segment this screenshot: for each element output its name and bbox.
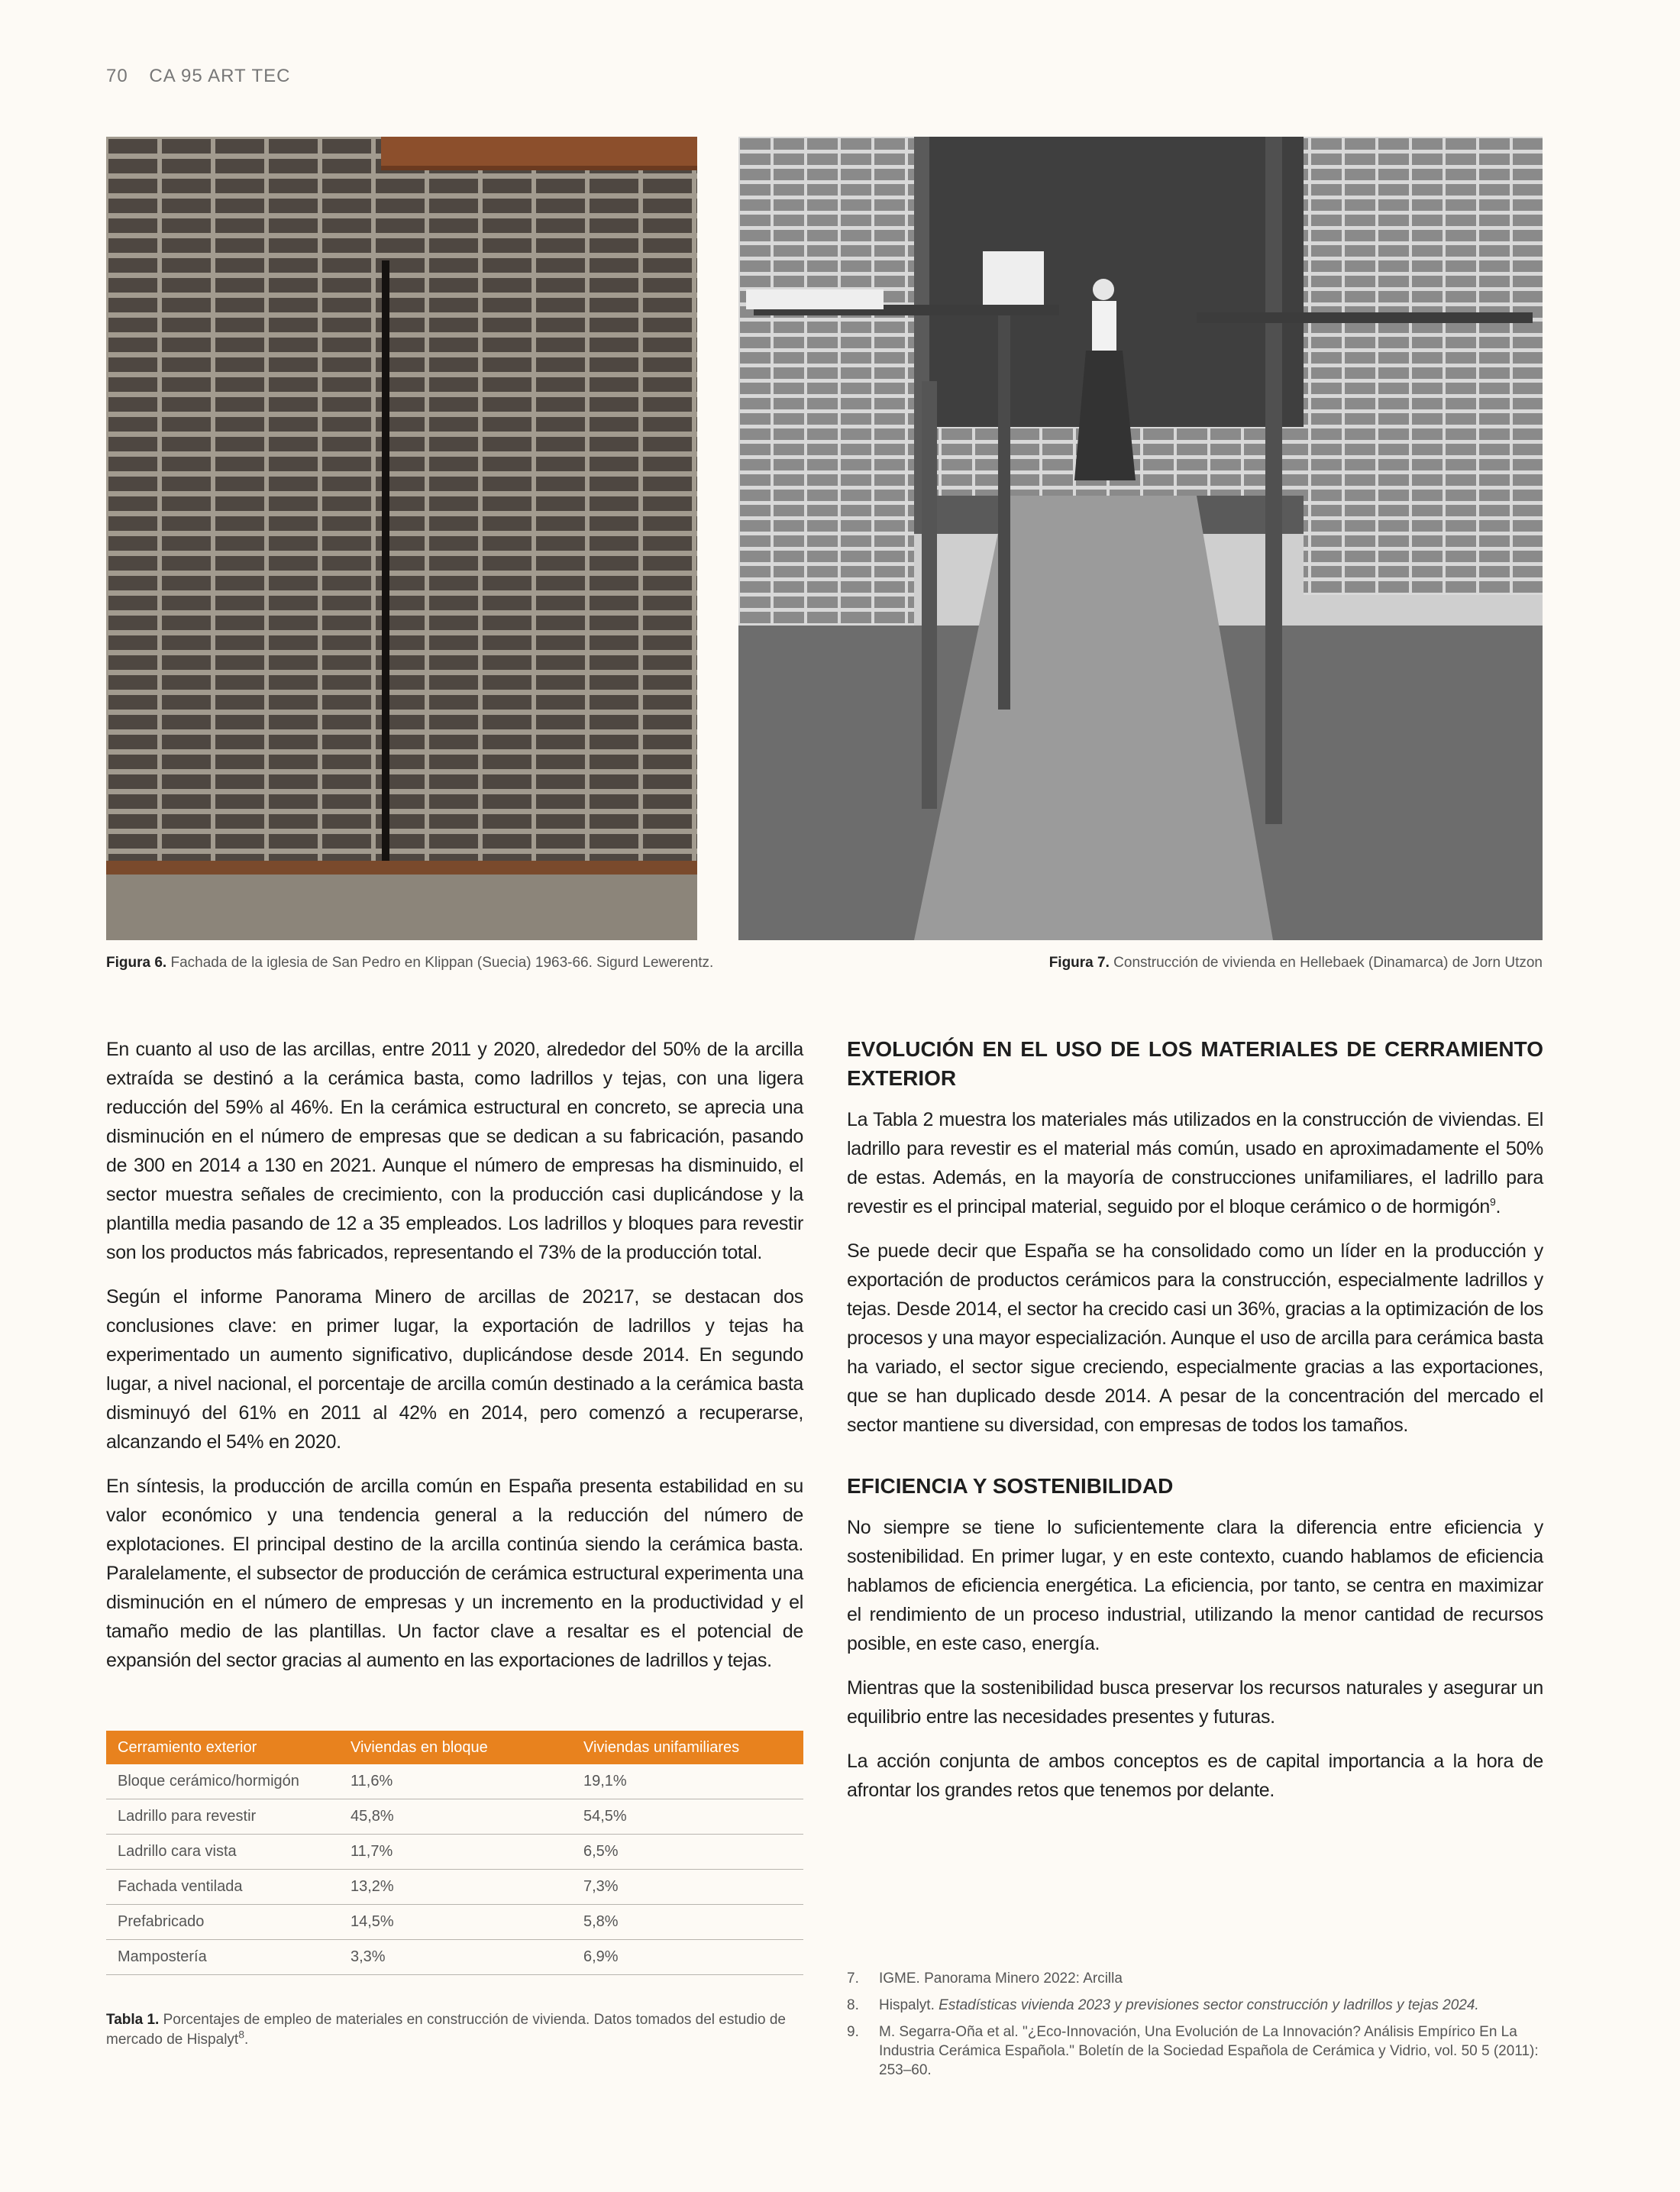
- footnote-item: [847, 2022, 1543, 2080]
- section-heading: EFICIENCIA Y SOSTENIBILIDAD: [847, 1474, 1174, 1498]
- figure-6-label: Figura 6.: [106, 955, 167, 971]
- footnote-text: Hispalyt. Estadísticas vivienda 2023 y previsiones sector construcción y ladrillos y tejas 2024.: [879, 1997, 1479, 2013]
- table-cell: 6,9%: [572, 1940, 803, 1975]
- table-caption: Tabla 1. Porcentajes de empleo de materiales en construcción de vivienda. Datos tomados del estudio de mercado de Hispalyt$^8$.: [106, 2012, 786, 2048]
- left-column: [106, 1035, 803, 1690]
- body-paragraph: La acción conjunta de ambos conceptos es de capital importancia a la hora de afrontar los grandes retos que tenemos por delante.: [847, 1751, 1543, 1801]
- table-row: [106, 1764, 803, 1799]
- table-header-row: [106, 1731, 803, 1764]
- table-row: [106, 1905, 803, 1940]
- page-header: [106, 66, 290, 87]
- footnote-number: 7.: [847, 1971, 859, 1987]
- table-header-cell: Cerramiento exterior: [106, 1731, 339, 1764]
- publication-name: CA 95 ART TEC: [149, 66, 291, 86]
- section-heading: EVOLUCIÓN EN EL USO DE LOS MATERIALES DE CERRAMIENTO EXTERIOR: [847, 1037, 1543, 1090]
- table-row: [106, 1835, 803, 1870]
- table-cell: 11,6%: [339, 1764, 572, 1799]
- figure-7-text: Construcción de vivienda en Hellebaek (Dinamarca) de Jorn Utzon: [1113, 955, 1543, 971]
- table-cell: 45,8%: [339, 1799, 572, 1835]
- table-cell: Ladrillo cara vista: [106, 1835, 339, 1870]
- table-cell: 6,5%: [572, 1835, 803, 1870]
- table-cell: 5,8%: [572, 1905, 803, 1940]
- body-paragraph: Mientras que la sostenibilidad busca preservar los recursos naturales y asegurar un equilibrio entre las necesidades presentes y futuras.: [847, 1677, 1543, 1728]
- footnote-number: 8.: [847, 1997, 859, 2013]
- table-header-cell: Viviendas en bloque: [339, 1731, 572, 1764]
- table-row: [106, 1799, 803, 1835]
- table-cell: 11,7%: [339, 1835, 572, 1870]
- table-cell: Mampostería: [106, 1940, 339, 1975]
- table-cell: 3,3%: [339, 1940, 572, 1975]
- table-cell: Prefabricado: [106, 1905, 339, 1940]
- table-header-cell: Viviendas unifamiliares: [572, 1731, 803, 1764]
- body-paragraph: En síntesis, la producción de arcilla común en España presenta estabilidad en su valor económico y una tendencia general a la reducción del número de explotaciones. El principal destino de la arcilla continúa siendo la cerámica basta. Paralelamente, el subsector de producción de cerámica estructural experimenta una disminución en el número de empresas y un incremento en la productividad y el tamaño medio de las plantillas. Un factor clave a resaltar es el potencial de expansión del sector gracias al aumento en las exportaciones de ladrillos y tejas.: [106, 1476, 803, 1671]
- footnote-ref: 9: [1490, 1195, 1496, 1208]
- table-cell: Fachada ventilada: [106, 1870, 339, 1905]
- table-cell: 14,5%: [339, 1905, 572, 1940]
- brick-facade-illustration: [106, 137, 697, 940]
- figure-7-label: Figura 7.: [1048, 955, 1110, 971]
- table-cell: 7,3%: [572, 1870, 803, 1905]
- construction-scene-illustration: [738, 137, 1543, 940]
- table-row: [106, 1870, 803, 1905]
- figure-6-text: Fachada de la iglesia de San Pedro en Klippan (Suecia) 1963-66. Sigurd Lewerentz.: [170, 955, 714, 971]
- body-paragraph: Se puede decir que España se ha consolidado como un líder en la producción y exportación de productos cerámicos para la construcción, especialmente ladrillos y tejas. Desde 2014, el sector ha crecido casi un 36%, gracias a la optimización de los procesos y una mayor especialización. Aunque el uso de arcilla para cerámica basta ha variado, el sector sigue creciendo, especialmente gracias a las exportaciones, que se han duplicado desde 2014. A pesar de la concentración del mercado el sector mantiene su diversidad, con empresas de todos los tamaños.: [847, 1240, 1543, 1436]
- body-paragraph: En cuanto al uso de las arcillas, entre 2011 y 2020, alrededor del 50% de la arcilla extraída se destinó a la cerámica basta, como ladrillos y tejas, con una ligera reducción del 59% al 46%. En la cerámica estructural en concreto, se aprecia una disminución en el número de empresas que se dedican a su fabricación, pasando de 300 en 2014 a 130 en 2021. Aunque el número de empresas ha disminuido, el sector muestra señales de crecimiento, con la producción casi duplicándose y la plantilla media pasando de 12 a 35 empleados. Los ladrillos y bloques para revestir son los productos más fabricados, representando el 73% de la producción total.: [106, 1039, 803, 1263]
- table-caption-text: Porcentajes de empleo de materiales en construcción de vivienda. Datos tomados del estudio de mercado de Hispalyt: [106, 2012, 786, 2048]
- footnote-number: 9.: [847, 2024, 859, 2040]
- footnote-text: M. Segarra-Oña et al. "¿Eco-Innovación, Una Evolución de La Innovación? Análisis Empírico En La Industria Cerámica Española." Boletín de la Sociedad Española de Cerámica y Vidrio, vol. 50 5 (2011): 253–60.: [879, 2024, 1539, 2078]
- table-cell: Ladrillo para revestir: [106, 1799, 339, 1835]
- footnote-item: [847, 1969, 1543, 1988]
- body-paragraph: La Tabla 2 muestra los materiales más utilizados en la construcción de viviendas. El ladrillo para revestir es el material más común, usado en aproximadamente el 50% de estas. Además, en la mayoría de construcciones unifamiliares, el ladrillo para revestir es el principal material, seguido por el bloque cerámico o de hormigón$^9$.: [847, 1109, 1543, 1217]
- table-cell: 13,2%: [339, 1870, 572, 1905]
- table-row: [106, 1940, 803, 1975]
- figure-6-image: [106, 137, 697, 940]
- materials-table: [106, 1731, 803, 1975]
- figure-6-caption: [106, 955, 713, 972]
- footnote-item: [847, 1996, 1543, 2015]
- figure-7-caption: [1049, 955, 1543, 972]
- figure-7-image: [738, 137, 1543, 940]
- footnotes: [847, 1969, 1543, 2087]
- footnote-text: IGME. Panorama Minero 2022: Arcilla: [879, 1971, 1123, 1987]
- table-cell: 54,5%: [572, 1799, 803, 1835]
- table-cell: Bloque cerámico/hormigón: [106, 1764, 339, 1799]
- body-paragraph: Según el informe Panorama Minero de arcillas de 20217, se destacan dos conclusiones clave: en primer lugar, la exportación de ladrillos y tejas ha experimentado un aumento significativo, duplicándose desde 2014. En segundo lugar, a nivel nacional, el porcentaje de arcilla común destinado a la cerámica basta disminuyó del 61% en 2011 al 42% en 2014, pero comenzó a recuperarse, alcanzando el 54% en 2020.: [106, 1286, 803, 1453]
- body-paragraph: No siempre se tiene lo suficientemente clara la diferencia entre eficiencia y sostenibilidad. En primer lugar, y en este contexto, cuando hablamos de eficiencia hablamos de eficiencia energética. La eficiencia, por tanto, se centra en maximizar el rendimiento de un proceso industrial, utilizando la menor cantidad de recursos posible, en este caso, energía.: [847, 1517, 1543, 1654]
- right-column: [847, 1035, 1543, 1820]
- footnote-ref: 8: [238, 2028, 244, 2041]
- table-caption-label: Tabla 1.: [106, 2012, 160, 2028]
- page-number: 70: [106, 66, 128, 86]
- table-cell: 19,1%: [572, 1764, 803, 1799]
